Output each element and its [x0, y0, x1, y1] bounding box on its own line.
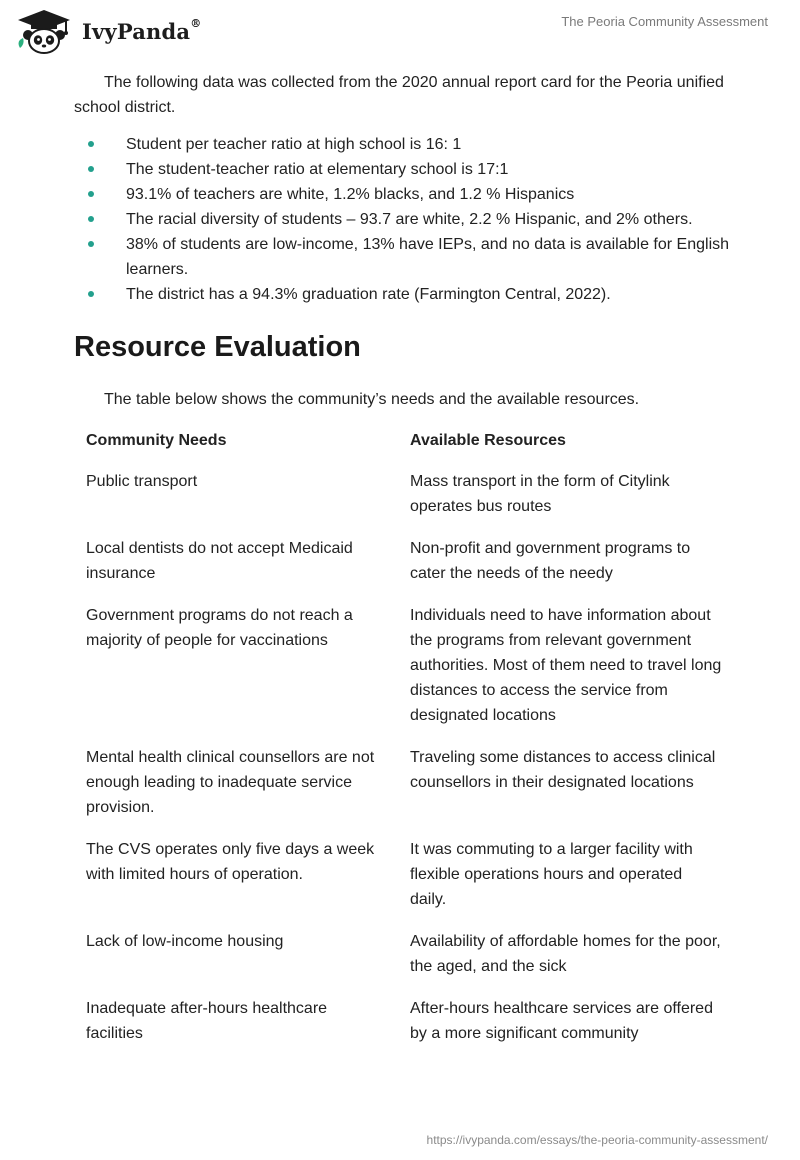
bullet-dot-icon — [88, 216, 94, 222]
resource-cell: Individuals need to have information about the programs from relevant government authorities. Most of them need to travel long distances to access the service from designated locations — [410, 607, 722, 724]
need-cell: Government programs do not reach a majority of people for vaccinations — [86, 607, 353, 649]
statistics-list — [74, 132, 734, 307]
need-cell: Mental health clinical counsellors are not enough leading to inadequate service provision. — [86, 749, 375, 816]
bullet-dot-icon — [88, 241, 94, 247]
need-cell: Local dentists do not accept Medicaid insurance — [86, 540, 353, 582]
need-cell: Inadequate after-hours healthcare facilities — [86, 1000, 328, 1042]
resource-table — [74, 424, 734, 1059]
table-row — [74, 741, 734, 833]
list-item: The district has a 94.3% graduation rate (Farmington Central, 2022). — [74, 282, 734, 307]
table-row — [74, 465, 734, 532]
table-row — [74, 532, 734, 599]
resource-cell: Non-profit and government programs to cater the needs of the needy — [410, 540, 691, 582]
document-running-title: The Peoria Community Assessment — [561, 14, 768, 29]
section-intro: The table below shows the community’s needs and the available resources. — [104, 391, 640, 408]
resource-cell: It was commuting to a larger facility with flexible operations hours and operated daily. — [410, 841, 693, 908]
list-item: Student per teacher ratio at high school is 16: 1 — [74, 132, 734, 157]
list-item: The student-teacher ratio at elementary school is 17:1 — [74, 157, 734, 182]
table-row — [74, 833, 734, 925]
section-heading: Resource Evaluation — [74, 331, 361, 363]
need-cell: Public transport — [86, 473, 198, 490]
resource-cell: Mass transport in the form of Citylink operates bus routes — [410, 473, 670, 515]
source-url-link[interactable]: https://ivypanda.com/essays/the-peoria-community-assessment/ — [426, 1133, 768, 1147]
table-header-row — [74, 424, 734, 465]
need-cell: Lack of low-income housing — [86, 933, 284, 950]
list-item: 93.1% of teachers are white, 1.2% blacks, and 1.2 % Hispanics — [74, 182, 734, 207]
list-item: The racial diversity of students – 93.7 are white, 2.2 % Hispanic, and 2% others. — [74, 207, 734, 232]
essay-content — [74, 70, 734, 1059]
column-header-resources: Available Resources — [410, 432, 566, 449]
table-row — [74, 992, 734, 1059]
logo-wordmark: IvyPanda® — [82, 16, 202, 44]
need-cell: The CVS operates only five days a week with limited hours of operation. — [86, 841, 375, 883]
intro-paragraph: The following data was collected from the 2020 annual report card for the Peoria unified school district. — [74, 74, 724, 116]
bullet-dot-icon — [88, 141, 94, 147]
list-item: 38% of students are low-income, 13% have IEPs, and no data is available for English learners. — [74, 232, 734, 282]
ivypanda-logo[interactable] — [14, 8, 201, 54]
panda-graduate-icon — [14, 8, 74, 54]
page-header — [0, 0, 800, 60]
table-row — [74, 599, 734, 741]
column-header-needs: Community Needs — [86, 432, 227, 449]
bullet-dot-icon — [88, 191, 94, 197]
resource-cell: After-hours healthcare services are offered by a more significant community — [410, 1000, 713, 1042]
resource-cell: Traveling some distances to access clinical counsellors in their designated locations — [410, 749, 716, 791]
resource-cell: Availability of affordable homes for the poor, the aged, and the sick — [410, 933, 721, 975]
bullet-dot-icon — [88, 166, 94, 172]
bullet-dot-icon — [88, 291, 94, 297]
table-row — [74, 925, 734, 992]
